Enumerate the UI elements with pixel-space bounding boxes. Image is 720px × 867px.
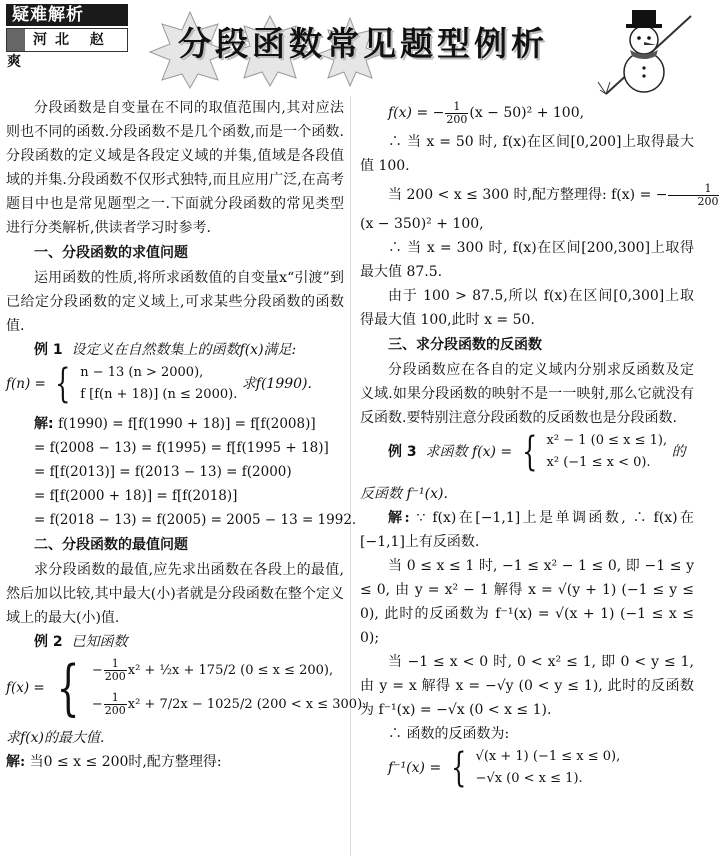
example-1-case-2: f [f(n + 18)] (n ≤ 2000). [80,387,238,402]
brace-icon: { [450,745,467,791]
right-column [360,96,719,798]
solution-3-case-a: 当 0 ≤ x ≤ 1 时, −1 ≤ x² − 1 ≤ 0, 即 −1 ≤ y ≤ 0, 由 y = x² − 1 解得 x = √(y + 1) (−1 ≤ y ≤ 0), 此时的反函数为 f⁻¹(x) = √(x + 1) (−1 ≤ x ≤ 0); [360,558,694,646]
example-1-fn-name: f(n) = [6,376,46,392]
solution-3-text: ∵ f(x)在[−1,1]上是单调函数, ∴ f(x)在[−1,1]上有反函数. [360,510,694,550]
example-2 [6,630,344,654]
example-3-tail: 的 [671,444,686,460]
author-byline [6,28,128,70]
formula-text: (x − 50)² + 100, [469,105,585,121]
brace-icon: { [521,429,537,475]
inverse-case-1: √(x + 1) (−1 ≤ x ≤ 0), [475,749,621,764]
denominator: 200 [446,112,468,126]
article-title: 分段函数常见题型例析 [178,24,548,63]
fraction [668,183,719,208]
inverse-case-2: −√x (0 < x ≤ 1). [475,771,583,786]
example-3-label: 例 3 [388,444,417,460]
formula-text: 当 200 < x ≤ 300 时,配方整理得: f(x) = − [388,187,668,203]
example-1-cases [80,362,237,406]
example-3 [360,430,694,482]
example-2-definition [6,653,367,726]
column-tag: 疑难解析 [6,4,128,26]
solution-1-line-2: = f[f(2013)] = f(2013 − 13) = f(2000) [34,464,292,480]
author-name: 河北 赵 爽 [7,32,112,70]
example-3-case-1: x² − 1 (0 ≤ x ≤ 1), [546,433,668,448]
fraction [104,692,127,717]
example-1-text: 设定义在自然数集上的函数f(x)满足: [71,342,297,358]
example-1-case-1: n − 13 (n > 2000), [80,365,204,380]
example-3-cases [547,430,668,474]
solution-label: 解: [388,510,410,526]
example-2-text: 已知函数 [71,634,128,650]
solution-3-intro [360,506,694,554]
intro-paragraph: 分段函数是自变量在不同的取值范围内,其对应法则也不同的函数.分段函数不是几个函数,而是一个函数.分段函数的定义域是各段定义域的并集,值域是各段值域的并集.分段函数不仅形式独特,而且应用广泛,在高考题目中也是常见题型之一.下面就分段函数的常见类型进行分类解析,供读者学习时参考. [6,100,344,236]
conclusion-text: 由于 100 > 87.5,所以 f(x)在区间[0,300]上取得最大值 100,此时 x = 50. [360,288,694,328]
example-2-fn-name: f(x) = [6,680,45,696]
section-1-heading: 一、分段函数的求值问题 [34,245,188,261]
solution-1-line-1: = f(2008 − 13) = f(1995) = f[f(1995 + 18)] [34,440,329,456]
example-1-question: 求f(1990). [241,376,312,392]
numerator: 1 [104,658,127,671]
example-1 [6,338,344,362]
example-3-question: 反函数 f⁻¹(x). [360,486,448,502]
section-2-heading: 二、分段函数的最值问题 [34,537,188,553]
inverse-cases [476,746,621,790]
section-3-text: 分段函数应在各自的定义域内分别求反函数及定义域.如果分段函数的映射不是一一映射,那么它就没有反函数.要特别注意分段函数的反函数也是分段函数. [360,362,694,426]
example-1-label: 例 1 [34,342,63,358]
left-column [6,96,367,774]
result-1-text: ∴ 当 x = 50 时, f(x)在区间[0,200]上取得最大值 100. [360,134,694,174]
solution-1-line-3: = f[f(2000 + 18)] = f[f(2018)] [34,488,238,504]
solution-2-start [6,750,344,774]
fraction [445,101,468,126]
formula-line-1: f(x) = − $\frac{1}{200}$ (x − 50)² + 100, [388,99,585,126]
numerator: 1 [445,101,468,114]
example-1-definition [6,362,344,412]
section-2-text: 求分段函数的最值,应先求出函数在各段上的最值,然后加以比较,其中最大(小)者就是分段函数在整个定义域上的最大(小)值. [6,562,344,626]
solution-1-step: f(1990) = f[f(1990 + 18)] = f[f(2008)] [58,416,316,432]
numerator: 1 [668,183,719,196]
case-2-text: x² + 7/2x − 1025/2 (200 < x ≤ 300). [127,697,367,712]
snowman-illustration [596,2,696,96]
fraction [104,658,127,683]
solution-1-line-4: = f(2018 − 13) = f(2005) = 2005 − 13 = 1992. [34,512,357,528]
minus-sign: − [91,663,103,678]
formula-line-2 [360,178,719,212]
inverse-fn-name: f⁻¹(x) = [388,760,442,776]
denominator: 200 [104,670,126,683]
minus-sign: − [432,105,445,121]
example-2-case-2 [92,688,366,722]
numerator: 1 [104,692,127,705]
brace-icon: { [56,653,80,723]
case-1-text: x² + ½x + 175/2 (0 ≤ x ≤ 200), [127,663,334,678]
section-3-heading: 三、求分段函数的反函数 [388,337,542,353]
example-2-cases [92,654,366,722]
result-2-text: ∴ 当 x = 300 时, f(x)在区间[200,300]上取得最大值 87.5. [360,240,694,280]
section-1-text: 运用函数的性质,将所求函数值的自变量x“引渡”到已给定分段函数的定义域上,可求某些分段函数的函数值. [6,270,344,334]
denominator: 200 [104,704,126,717]
solution-label: 解: [34,416,54,432]
inverse-function [360,746,694,798]
minus-sign: − [91,697,103,712]
solution-label: 解: [6,754,26,770]
example-2-question: 求f(x)的最大值. [6,730,105,746]
denominator: 200 [697,194,719,208]
solution-2-text: 当0 ≤ x ≤ 200时,配方整理得: [29,754,222,770]
example-3-case-2: x² (−1 ≤ x < 0). [546,455,651,470]
solution-3-case-b: 当 −1 ≤ x < 0 时, 0 < x² ≤ 1, 即 0 < y ≤ 1, 由 y = x 解得 x = −√y (0 < y ≤ 1), 此时的反函数为 f⁻¹(x) = −√x (0 < x ≤ 1). [360,654,694,718]
example-2-case-1 [92,654,366,688]
inverse-intro: ∴ 函数的反函数为: [388,726,510,742]
solution-1-line-0 [6,412,344,436]
column-divider [350,96,351,856]
example-3-text: 求函数 f(x) = [425,444,513,460]
example-2-label: 例 2 [34,634,63,650]
brace-icon: { [55,361,71,407]
formula-line-3: (x − 350)² + 100, [360,216,484,232]
